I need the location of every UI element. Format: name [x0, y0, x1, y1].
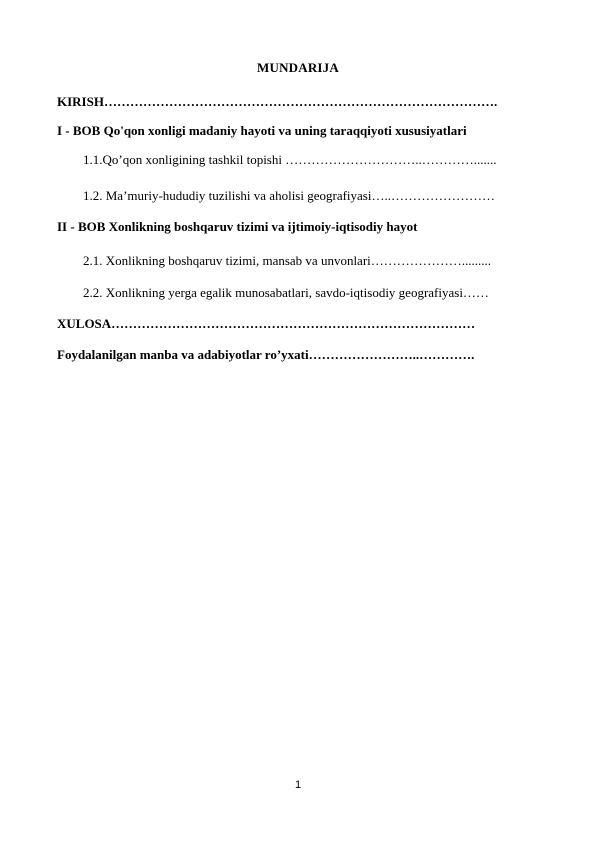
page-number: 1	[294, 779, 302, 791]
toc-entry-kirish: KIRISH……………………………………………………………………………….	[57, 94, 498, 109]
toc-entry-chapter-2: II - BOB Xonlikning boshqaruv tizimi va ijtimoiy-iqtisodiy hayot	[57, 219, 418, 234]
toc-entry-chapter-1: I - BOB Qo'qon xonligi madaniy hayoti va uning taraqqiyoti xususiyatlari	[57, 123, 467, 138]
page-title: MUNDARIJA	[257, 60, 339, 75]
toc-entry-xulosa: XULOSA…………………………………………………………………………	[57, 316, 476, 331]
toc-entry-section-2-1: 2.1. Xonlikning boshqaruv tizimi, mansab va unvonlari………………….........	[83, 253, 492, 268]
toc-entry-section-1-2: 1.2. Ma’muriy-hududiy tuzilishi va aholisi geografiyasi…..……………………	[83, 188, 495, 203]
toc-entry-section-2-2: 2.2. Xonlikning yerga egalik munosabatlari, savdo-iqtisodiy geografiyasi……	[83, 285, 489, 300]
toc-entry-bibliography: Foydalanilgan manba va adabiyotlar ro’yxati……………………..………….	[57, 347, 475, 362]
toc-entry-section-1-1: 1.1.Qo’qon xonligining tashkil topishi …………………………..………….......	[83, 152, 497, 167]
